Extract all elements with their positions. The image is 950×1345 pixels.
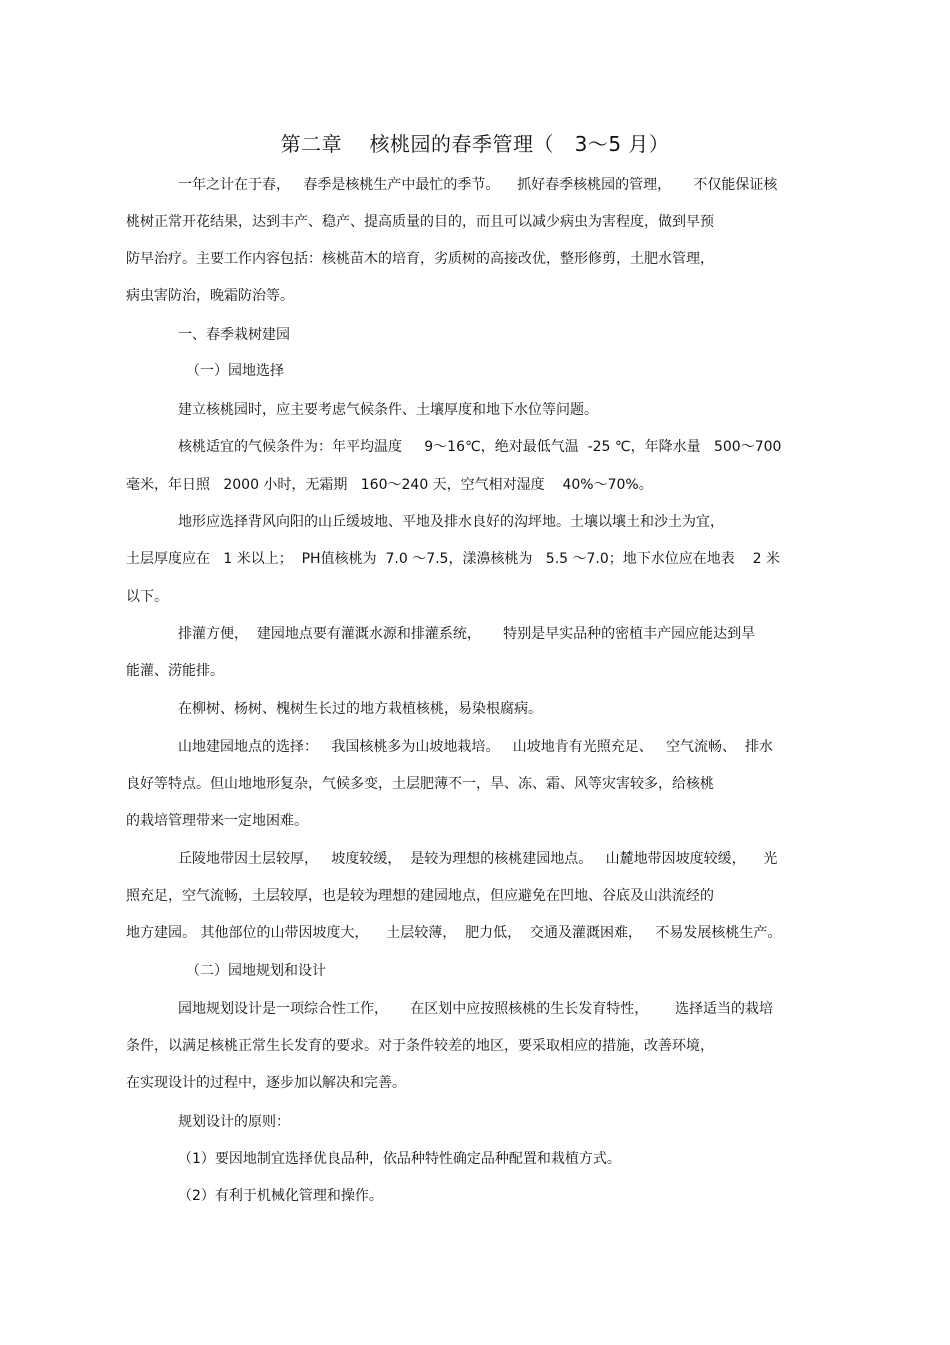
paragraph-line: 丘陵地带因土层较厚， 坡度较缓， 是较为理想的核桃建园地点。 山麓地带因坡度较缓， 光 <box>178 851 778 867</box>
paragraph-line: 一年之计在于春， 春季是核桃生产中最忙的季节。 抓好春季核桃园的管理， 不仅能保证核 <box>178 177 778 193</box>
section-heading: 一、春季栽树建园 <box>178 327 290 343</box>
paragraph-line: 地方建园。 其他部位的山带因坡度大， 土层较薄， 肥力低， 交通及灌溉困难， 不易发展核桃生产。 <box>126 925 782 941</box>
paragraph-line: 的栽培管理带来一定地困难。 <box>126 813 308 829</box>
paragraph-line: 以下。 <box>126 589 168 605</box>
list-item: （2）有利于机械化管理和操作。 <box>178 1188 383 1204</box>
paragraph-line: 在柳树、杨树、槐树生长过的地方栽植核桃，易染根腐病。 <box>178 701 542 717</box>
subsection-heading: （一）园地选择 <box>186 363 284 379</box>
paragraph-line: 建立核桃园时，应主要考虑气候条件、土壤厚度和地下水位等问题。 <box>178 402 598 418</box>
paragraph-line: 桃树正常开花结果，达到丰产、稳产、提高质量的目的，而且可以减少病虫为害程度，做到早预 <box>126 214 714 230</box>
paragraph-line: 土层厚度应在 1 米以上； PH值核桃为 7.0 ～7.5，漾濞核桃为 5.5 ～7.0；地下水位应在地表 2 米 <box>126 551 780 567</box>
paragraph-line: 核桃适宜的气候条件为：年平均温度 9～16℃，绝对最低气温 -25 ℃，年降水量 500～700 <box>178 439 782 455</box>
paragraph-line: 防早治疗。主要工作内容包括：核桃苗木的培育，劣质树的高接改优，整形修剪，土肥水管理， <box>126 251 714 267</box>
paragraph-line: 在实现设计的过程中，逐步加以解决和完善。 <box>126 1075 406 1091</box>
paragraph-line: 能灌、涝能排。 <box>126 663 224 679</box>
paragraph-line: 照充足，空气流畅，土层较厚，也是较为理想的建园地点，但应避免在凹地、谷底及山洪流经的 <box>126 888 714 904</box>
paragraph-line: 毫米，年日照 2000 小时，无霜期 160～240 天，空气相对湿度 40%～70%。 <box>126 477 653 493</box>
subsection-heading: （二）园地规划和设计 <box>186 963 326 979</box>
paragraph-line: 地形应选择背风向阳的山丘缓坡地、平地及排水良好的沟坪地。土壤以壤土和沙土为宜， <box>178 514 724 530</box>
paragraph-line: 病虫害防治，晚霜防治等。 <box>126 288 294 304</box>
paragraph-line: 良好等特点。但山地地形复杂，气候多变，土层肥薄不一，旱、冻、霜、风等灾害较多，给核桃 <box>126 776 714 792</box>
paragraph-line: 山地建园地点的选择： 我国核桃多为山坡地栽培。 山坡地肯有光照充足、 空气流畅、 排水 <box>178 739 773 755</box>
paragraph-line: 园地规划设计是一项综合性工作， 在区划中应按照核桃的生长发育特性， 选择适当的栽培 <box>178 1001 773 1017</box>
paragraph-line: 条件，以满足核桃正常生长发育的要求。对于条件较差的地区，要采取相应的措施，改善环境， <box>126 1038 714 1054</box>
paragraph-line: 规划设计的原则： <box>178 1114 290 1130</box>
chapter-title: 第二章 核桃园的春季管理（ 3～5 月） <box>280 132 670 156</box>
list-item: （1）要因地制宜选择优良品种，依品种特性确定品种配置和栽植方式。 <box>178 1151 621 1167</box>
paragraph-line: 排灌方便， 建园地点要有灌溉水源和排灌系统， 特别是早实品种的密植丰产园应能达到旱 <box>178 626 756 642</box>
